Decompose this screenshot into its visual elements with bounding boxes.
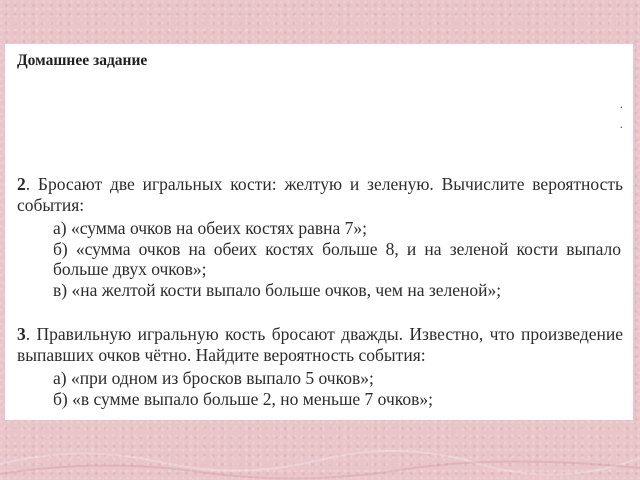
list-item: а) «сумма очков на обеих костях равна 7»; [53,218,368,238]
task-3-items [53,368,621,409]
list-item: б) «сумма очков на обеих костях больше 8, и на зеленой кости выпало больше двух очков»; [53,238,621,279]
list-item: б) «в сумме выпало больше 2, но меньше 7 очков»; [53,388,434,409]
page-title: Домашнее задание [17,52,148,69]
task-text: . Правильную игральную кость бросают дважды. Известно, что произведение выпавших очков чётно. Найдите вероятность события: [17,324,623,365]
background-decoration [0,424,640,480]
task-3 [17,324,623,366]
task-number: 2 [17,174,26,194]
task-number: 3 [17,324,26,344]
task-2-items [53,218,621,300]
list-item: в) «на желтой кости выпало больше очков, чем на зеленой»; [53,279,502,300]
homework-sheet [5,44,633,420]
task-2 [17,174,623,216]
list-item: а) «при одном из бросков выпало 5 очков»; [53,368,374,388]
task-text: . Бросают две игральных кости: желтую и зеленую. Вычислите вероятность события: [17,174,623,215]
margin-dots [620,94,623,134]
margin-dot: . [619,116,623,131]
margin-dot: . [619,96,623,111]
